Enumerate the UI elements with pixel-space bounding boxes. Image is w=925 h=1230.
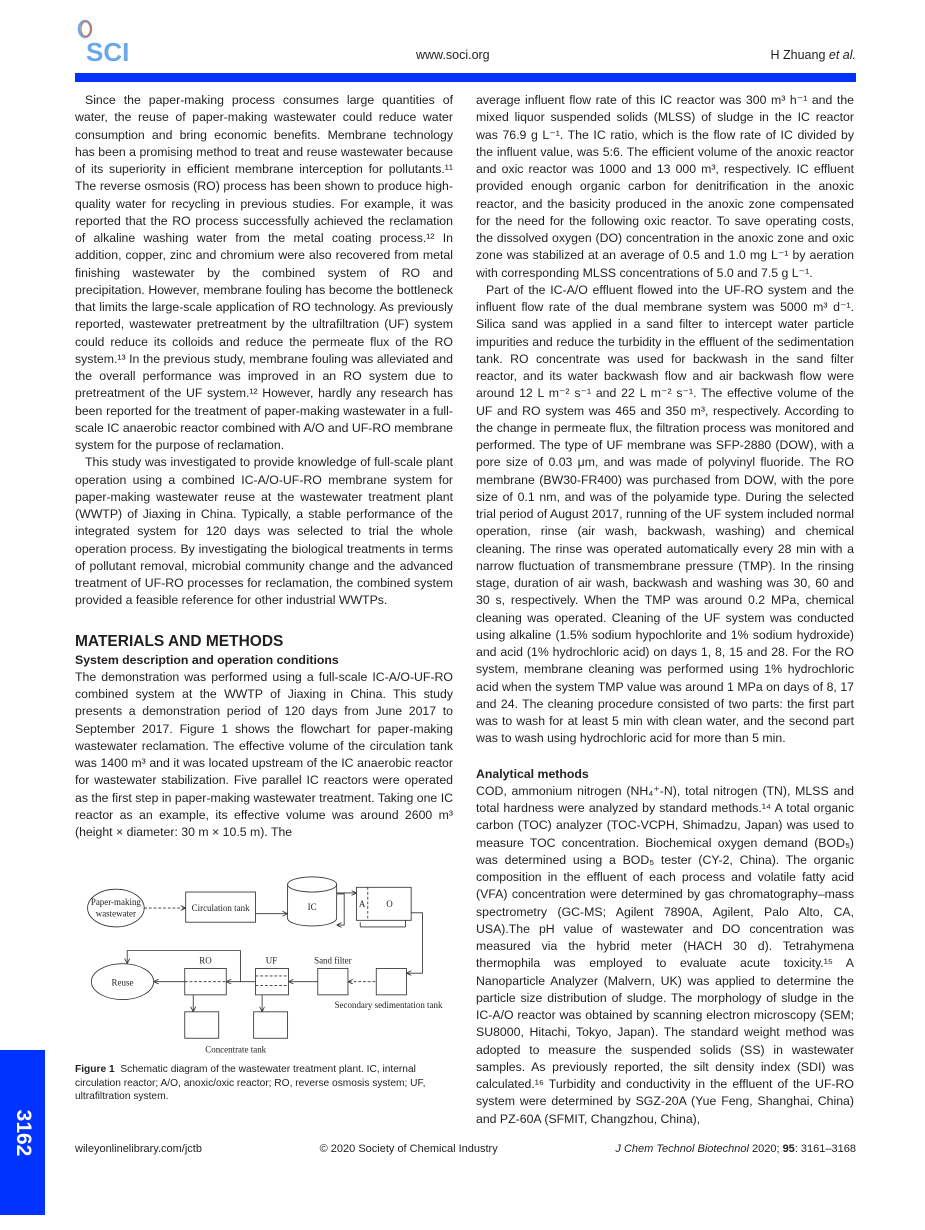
page-header bbox=[75, 0, 856, 92]
paragraph: average influent flow rate of this IC reactor was 300 m³ h⁻¹ and the mixed liquor suspended solids (MLSS) of sludge in the IC reactor was 76.9 g L⁻¹. The IC ratio, which is the flow rate of IC divided by the influent value, was 5:6. The efficient volume of the anoxic reactor and oxic reactor was 1000 and 13 000 m³, respectively. IC effluent provided enough organic carbon for denitrification in the anoxic reactor, and the basicity produced in the anoxic zone compensated for the need for the following oxic reactor. To save operating costs, the dissolved oxygen (DO) concentration in the anoxic zone and oxic zone was stabilized at an average of 0.5 and 1.0 mg L⁻¹ by aeration with corresponding MLSS concentrations of 5.0 and 7.5 g L⁻¹. bbox=[476, 93, 854, 280]
label-sand-filter: Sand filter bbox=[314, 955, 352, 966]
citation-year: 2020; bbox=[751, 1142, 780, 1155]
label-uf: UF bbox=[265, 955, 278, 966]
figure-caption bbox=[75, 1063, 453, 1104]
section-heading: MATERIALS AND METHODS bbox=[75, 632, 284, 650]
caption-text: Schematic diagram of the wastewater treatment plant. IC, internal circulation reactor; A/O, anoxic/oxic reactor; RO, reverse osmosis system; UF, ultrafiltration system. bbox=[75, 1064, 426, 1103]
label-o: O bbox=[386, 899, 393, 910]
author-name: H Zhuang bbox=[770, 48, 826, 62]
svg-text:SCI: SCI bbox=[86, 37, 130, 64]
label-source-2: wastewater bbox=[95, 908, 137, 919]
label-ro: RO bbox=[199, 955, 212, 966]
subsection-heading: Analytical methods bbox=[476, 766, 589, 781]
et-al: et al. bbox=[828, 48, 856, 62]
right-column bbox=[476, 92, 854, 1128]
paragraph: This study was investigated to provide knowledge of full-scale plant operation using a combined IC-A/O-UF-RO membrane system for paper-making wastewater reuse at the wastewater treatment plant (WWTP) of Jiaxing in China. Typically, a stable performance of the integrated system for 120 days was selected to trial the whole operation process. By investigating the biological treatments in terms of pollutant removal, microbial community change and the advanced treatment of UF-RO processes for reclamation, the combined system provided a feasible reference for other industrial WWTPs. bbox=[75, 455, 453, 608]
label-concentrate: Concentrate tank bbox=[205, 1044, 267, 1055]
page-footer bbox=[75, 1142, 856, 1156]
page-number: 3162 bbox=[11, 1109, 35, 1156]
header-rule bbox=[75, 73, 856, 82]
footer-citation bbox=[615, 1142, 856, 1156]
paragraph: COD, ammonium nitrogen (NH₄⁺-N), total nitrogen (TN), MLSS and total hardness were analyzed by standard methods.¹⁴ A total organic carbon (TOC) analyzer (TOC-VCPH, Shimadzu, Japan) was used to measure TOC concentration. Biochemical oxygen demand (BOD₅) was determined using a BOD₅ tester (CY-2, China). The organic composition in the effluent of each process and volatile fatty acid (VFA) concentration were determined by gas chromatography–mass spectrometry (GC-MS; Agilent 7890A, Agilent, Palo Alto, CA, USA).The pH value of wastewater and DO concentration was measured via the hybrid meter (HACH 30 d). Tetrahymena thermophila was employed to evaluate acute toxicity.¹⁵ A Nanoparticle Analyzer (Malvern, UK) was applied to determine the particle size distribution of sludge. The morphology of sludge in the IC-A/O reactor was obtained by scanning electron microscopy (SEM; SU8000, Hitachi, Tokyo, Japan). The standard weight method was adopted to measure the suspended solids (SS) in wastewater samples. As previously reported, the silt density index (SDI) was calculated.¹⁶ Turbidity and conductivity in the effluent of the UF-RO system were determined by SGZ-20A (Yue Feng, Shanghai, China) and PZ-60A (SFMIT, Changzhou, China), bbox=[476, 783, 854, 1126]
page-number-tab bbox=[0, 1050, 45, 1215]
paragraph: Since the paper-making process consumes large quantities of water, the reuse of paper-making wastewater could reduce water consumption and bring economic benefits. Membrane technology has been a promising method to treat and reuse wastewater because of its superiority in efficient membrane interception for pollutants.¹¹ The reverse osmosis (RO) process has been shown to produce high-quality water for recycling in previous studies. For example, it was reported that the RO process successfully achieved the reclamation of alkaline washing water from the metal coating process.¹² In addition, copper, zinc and chromium were also recovered from metal finishing wastewater by the combined system of RO and precipitation. However, membrane fouling has become the bottleneck that limits the large-scale application of RO technology. As previously reported, wastewater pretreatment by the ultrafiltration (UF) system could reduce its colloids and reduce the permeate flux of the RO system.¹³ In the previous study, membrane fouling was alleviated and the overall performance was improved in an RO system due to pretreatment of the UF system.¹² However, hardly any research has been reported for the treatment of paper-making wastewater in a full-scale IC anaerobic reactor combined with A/O and UF-RO membrane system for the purpose of reclamation. bbox=[75, 93, 453, 452]
footer-url[interactable]: wileyonlinelibrary.com/jctb bbox=[75, 1142, 202, 1155]
label-reuse: Reuse bbox=[111, 977, 134, 988]
label-circulation: Circulation tank bbox=[191, 903, 250, 914]
footer-copyright: © 2020 Society of Chemical Industry bbox=[319, 1142, 498, 1155]
volume: 95 bbox=[782, 1142, 795, 1155]
label-secondary: Secondary sedimentation tank bbox=[334, 1000, 443, 1011]
journal-name: J Chem Technol Biotechnol bbox=[615, 1142, 749, 1155]
subsection-heading: System description and operation conditions bbox=[75, 652, 339, 667]
label-a: A bbox=[358, 899, 366, 910]
body-columns bbox=[75, 92, 856, 1128]
figure-1-flowchart bbox=[75, 859, 453, 1059]
pages: : 3161–3168 bbox=[794, 1142, 856, 1155]
caption-label: Figure 1 bbox=[75, 1064, 115, 1076]
left-column bbox=[75, 92, 453, 1104]
label-ic: IC bbox=[307, 902, 317, 913]
sci-logo bbox=[75, 18, 145, 64]
journal-url[interactable]: www.soci.org bbox=[416, 48, 490, 62]
paragraph: Part of the IC-A/O effluent flowed into the UF-RO system and the influent flow rate of the dual membrane system was 5000 m³ d⁻¹. Silica sand was applied in a sand filter to intercept water particle impurities and reduce the turbidity in the effluent of the sedimentation tank. RO concentrate was used for backwash in the sand filter reactor, and its water backwash flow and air backwash flow were around 12 L m⁻² s⁻¹ and 22 L m⁻² s⁻¹. The effective volume of the UF and RO system was 465 and 350 m³, respectively. According to the change in permeate flux, the filtration process was monitored and performed. The type of UF membrane was SFP-2880 (DOW), with a pore size of 0.03 μm, and was made of polyvinyl fluoride. The RO membrane (BW30-FR400) was purchased from DOW, with the pore size of 0.1 nm, and was of the polyamide type. During the selected trial period of August 2017, running of the UF system included normal operation, rinse (air wash, backwash, washing) and chemical cleaning. The rinse was operated automatically every 28 min with a narrow fluctuation of transmembrane pressure (TMP). In the rinsing stage, duration of air wash, backwash and washing was 30, 60 and 30 s, respectively. When the TMP was around 0.2 MPa, chemical cleaning was operated. Cleaning of the UF system was conducted using alkaline (1.5% sodium hypochlorite and 1% sodium hydroxide) and acid (1% hydrochloric acid) on days 1, 8, 15 and 28. For the RO system, membrane cleaning was performed using 1% hydrochloric acid when the system TMP value was around 1 MPa on days of 8, 17 and 24. The cleaning procedure consisted of two parts: the first part was to wash for at least 5 min with clean water, and the second part was to wash using hydrochloric acid for more than 5 min. bbox=[476, 282, 854, 746]
running-author bbox=[771, 48, 857, 62]
label-source-1: Paper-making bbox=[90, 897, 141, 908]
paragraph: The demonstration was performed using a full-scale IC-A/O-UF-RO combined system at the WWTP of Jiaxing in China. This study presents a demonstration period of 120 days from June 2017 to September 2017. Figure 1 shows the flowchart for paper-making wastewater reclamation. The effective volume of the circulation tank was 1400 m³ and it was located upstream of the IC anaerobic reactor for wastewater stabilization. Five parallel IC reactors were operated as the first step in paper-making wastewater treatment. Taking one IC reactor as an example, its effective volume was around 2600 m³ (height × diameter: 30 m × 10.5 m). The bbox=[75, 669, 453, 839]
